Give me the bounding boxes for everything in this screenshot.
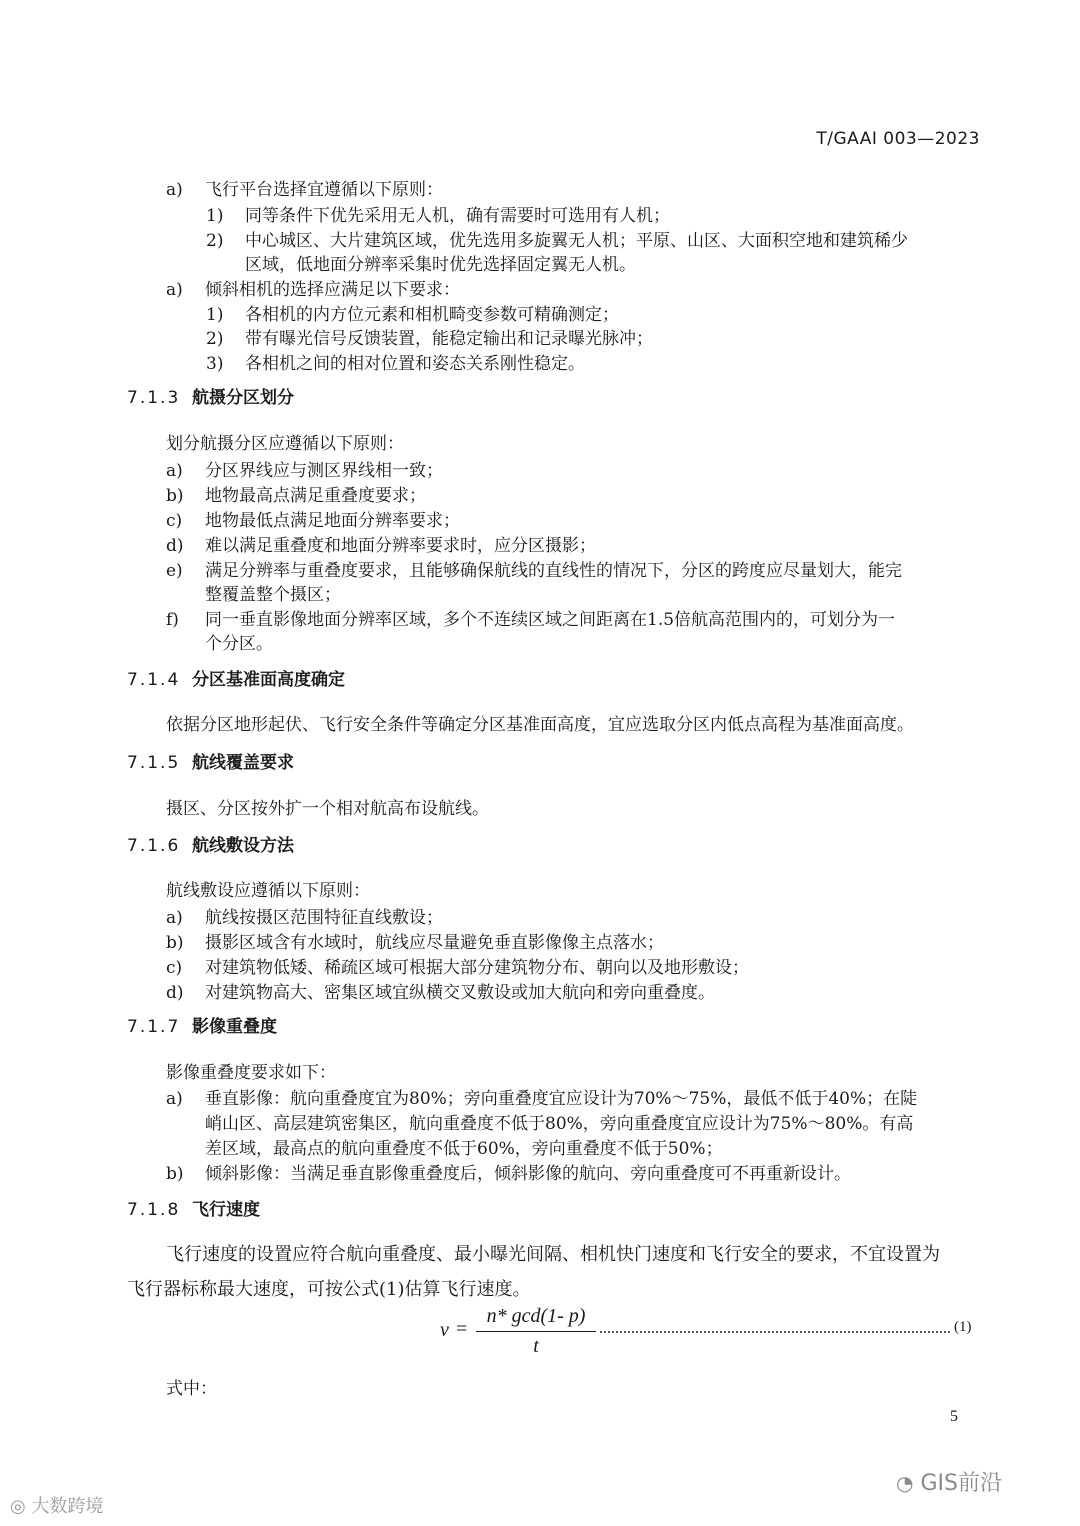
section-number: 7.1.6 [127,836,181,856]
formula-denominator: t [533,1335,539,1357]
list-marker: c) [166,958,183,978]
section-number: 7.1.8 [127,1200,181,1220]
list-marker: f) [166,610,179,630]
section-heading-7-1-8 [127,1198,260,1222]
paragraph: 航线敷设应遵循以下原则： [166,881,370,901]
list-item-continuation: 个分区。 [205,634,273,654]
list-marker: e) [166,561,183,581]
list-item-text: 地物最高点满足重叠度要求； [205,486,426,506]
list-item-continuation: 峭山区、高层建筑密集区，航向重叠度不低于80%，旁向重叠度宜应设计为75%～80%。有高 [205,1114,914,1134]
sublist-item-text: 同等条件下优先采用无人机，确有需要时可选用有人机； [245,206,670,226]
formula-equals: = [456,1318,468,1340]
list-item-text: 飞行平台选择宜遵循以下原则： [205,180,443,200]
weibo-logo-icon: ◎ [10,1496,26,1517]
list-marker: a) [166,461,183,481]
formula-numerator: n* gcd(1- p) [486,1305,586,1327]
list-item-continuation: 整覆盖整个摄区； [205,585,341,605]
section-heading-7-1-3 [127,386,294,410]
list-item-text: 分区界线应与测区界线相一致； [205,461,443,481]
section-heading-7-1-6 [127,834,294,858]
section-number: 7.1.4 [127,670,181,690]
watermark-left: ◎ 大数跨境 [10,1496,104,1517]
paragraph: 飞行速度的设置应符合航向重叠度、最小曝光间隔、相机快门速度和飞行安全的要求，不宜设置为 [166,1244,940,1265]
list-marker: d) [166,536,184,556]
section-title: 航线覆盖要求 [192,753,294,773]
list-marker: a) [166,180,183,200]
sublist-marker: 2) [206,329,224,349]
paragraph: 依据分区地形起伏、飞行安全条件等确定分区基准面高度，宜应选取分区内低点高程为基准面高度。 [166,715,914,735]
list-marker: a) [166,908,183,928]
paragraph: 摄区、分区按外扩一个相对航高布设航线。 [166,799,489,819]
section-number: 7.1.5 [127,753,181,773]
paragraph: 式中： [166,1379,217,1399]
standard-number: T/GAAI 003—2023 [816,129,980,149]
list-item-text: 倾斜相机的选择应满足以下要求： [205,280,460,300]
list-marker: b) [166,933,184,953]
sublist-item-continuation: 区域，低地面分辨率采集时优先选择固定翼无人机。 [245,255,636,275]
list-item-continuation: 差区域，最高点的航向重叠度不低于60%，旁向重叠度不低于50%； [205,1139,723,1159]
section-heading-7-1-5 [127,751,294,775]
fraction-bar [476,1331,596,1332]
sublist-item-text: 中心城区、大片建筑区域，优先选用多旋翼无人机；平原、山区、大面积空地和建筑稀少 [245,231,908,251]
section-number: 7.1.7 [127,1017,181,1037]
list-marker: a) [166,280,183,300]
section-title: 航线敷设方法 [192,836,294,856]
list-item-text: 摄影区域含有水域时，航线应尽量避免垂直影像像主点落水； [205,933,664,953]
list-item-text: 对建筑物高大、密集区域宜纵横交叉敷设或加大航向和旁向重叠度。 [205,983,715,1003]
list-item-text: 航线按摄区范围特征直线敷设； [205,908,443,928]
section-number: 7.1.3 [127,388,181,408]
list-item-text: 垂直影像：航向重叠度宜为80%；旁向重叠度宜应设计为70%～75%，最低不低于40%；在陡 [205,1089,918,1109]
list-marker: c) [166,511,183,531]
watermark-right: ◔ GIS前沿 [896,1471,1002,1496]
list-item-text: 同一垂直影像地面分辨率区域，多个不连续区域之间距离在1.5倍航高范围内的，可划分为一 [205,610,896,630]
formula-number: (1) [954,1319,972,1335]
paragraph: 影像重叠度要求如下： [166,1063,336,1083]
formula-1 [440,1305,980,1365]
list-item-text: 倾斜影像：当满足垂直影像重叠度后，倾斜影像的航向、旁向重叠度可不再重新设计。 [205,1164,851,1184]
wechat-logo-icon: ◔ [896,1471,914,1495]
sublist-item-text: 带有曝光信号反馈装置，能稳定输出和记录曝光脉冲； [245,329,653,349]
sublist-item-text: 各相机之间的相对位置和姿态关系刚性稳定。 [245,354,585,374]
list-marker: b) [166,486,184,506]
sublist-marker: 1) [206,206,224,226]
sublist-marker: 1) [206,305,224,325]
sublist-item-text: 各相机的内方位元素和相机畸变参数可精确测定； [245,305,619,325]
list-item-text: 地物最低点满足地面分辨率要求； [205,511,460,531]
paragraph: 划分航摄分区应遵循以下原则： [166,434,404,454]
sublist-marker: 3) [206,354,224,374]
section-title: 航摄分区划分 [192,388,294,408]
page-number: 5 [950,1408,958,1425]
list-marker: b) [166,1164,184,1184]
paragraph-continuation: 飞行器标称最大速度，可按公式(1)估算飞行速度。 [127,1279,531,1300]
leader-dots [600,1331,950,1333]
list-item-text: 难以满足重叠度和地面分辨率要求时，应分区摄影； [205,536,596,556]
section-title: 影像重叠度 [192,1017,277,1037]
list-item-text: 满足分辨率与重叠度要求，且能够确保航线的直线性的情况下，分区的跨度应尽量划大，能完 [205,561,902,581]
section-title: 飞行速度 [192,1200,260,1220]
section-heading-7-1-7 [127,1015,277,1039]
sublist-marker: 2) [206,231,224,251]
section-heading-7-1-4 [127,668,345,692]
formula-lhs: v [440,1319,449,1341]
list-marker: d) [166,983,184,1003]
list-marker: a) [166,1089,183,1109]
list-item-text: 对建筑物低矮、稀疏区域可根据大部分建筑物分布、朝向以及地形敷设； [205,958,749,978]
section-title: 分区基准面高度确定 [192,670,345,690]
